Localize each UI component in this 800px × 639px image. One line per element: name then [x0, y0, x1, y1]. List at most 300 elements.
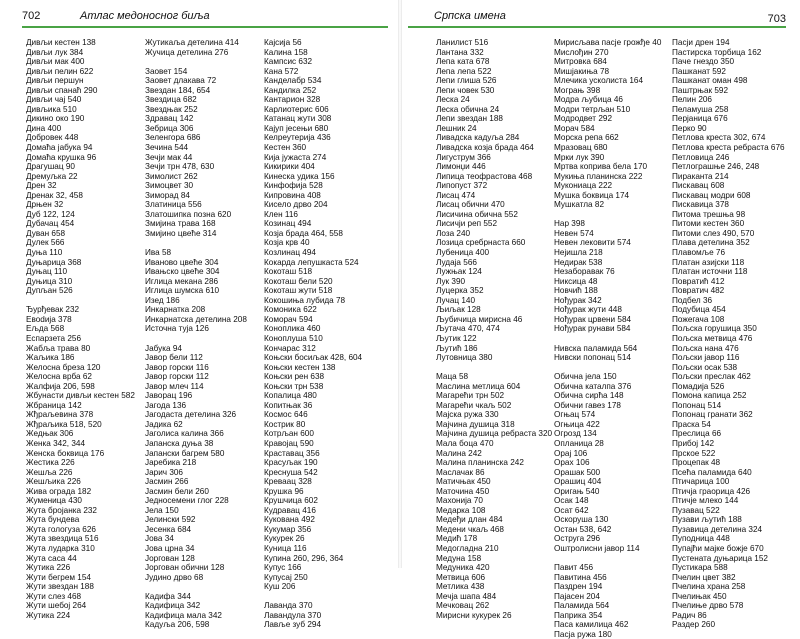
- index-entry: Медуна 158: [436, 553, 482, 563]
- index-entry: Огњица 422: [554, 419, 600, 429]
- index-entry: Кикирики 404: [264, 162, 315, 172]
- index-entry: Дивљи чај 540: [26, 95, 82, 105]
- index-entry: Орашак 500: [554, 467, 601, 477]
- index-entry: Звездњак 252: [145, 104, 198, 114]
- index-entry: Обична каталпа 376: [554, 381, 632, 391]
- index-entry: Инкарнатка 208: [145, 305, 206, 315]
- index-entry: Подбел 36: [672, 295, 713, 305]
- index-entry: Жути звездан 188: [26, 582, 94, 592]
- index-entry: Лисац 474: [436, 190, 476, 200]
- index-entry: Медарка 108: [436, 505, 486, 515]
- index-entry: Дуњац 110: [26, 267, 68, 277]
- index-entry: Ивањско цвеће 304: [145, 267, 220, 277]
- index-entry: Мирисљава пасје грожђе 40: [554, 38, 662, 47]
- index-entry: Јагодаста детелина 326: [145, 410, 237, 420]
- index-entry: Матичњак 450: [436, 477, 491, 487]
- index-entry: Звездица 682: [145, 95, 197, 105]
- index-entry: Перко 90: [672, 123, 707, 133]
- index-entry: Пасји дрен 194: [672, 38, 730, 47]
- index-entry: Пупајћи мајке божје 670: [672, 543, 764, 553]
- index-entry: Кравојац 590: [264, 438, 314, 448]
- index-entry: Клен 116: [264, 209, 298, 219]
- index-entry: Козинац 494: [264, 219, 312, 229]
- index-entry: Здравац 142: [145, 114, 194, 124]
- index-entry: Мукониаца 222: [554, 181, 613, 191]
- section-gap: [436, 363, 552, 373]
- index-entry: Кокошиња лубида 78: [264, 295, 346, 305]
- index-entry: Канделабр 534: [264, 76, 322, 86]
- index-entry: Коноплика 460: [264, 324, 321, 334]
- index-column: [436, 38, 552, 620]
- index-entry: Кајуп јесењи 680: [264, 123, 329, 133]
- index-entry: Леска обична 24: [436, 104, 500, 114]
- index-entry: Зиморад 84: [145, 190, 190, 200]
- index-entry: Евоdија 378: [26, 314, 72, 324]
- index-entry: Жутикаља детелина 414: [145, 38, 239, 47]
- index-entry: Кестен 360: [264, 143, 307, 153]
- index-entry: Помона капица 252: [672, 391, 747, 401]
- index-entry: Нејишла 218: [554, 248, 603, 258]
- index-entry: Липица теофрастова 468: [436, 171, 533, 181]
- index-entry: Јабука 94: [145, 343, 182, 353]
- index-entry: Пашканат 592: [672, 66, 726, 76]
- index-entry: Жутика 224: [26, 610, 71, 620]
- index-entry: Јаголиса калина 366: [145, 429, 224, 439]
- index-entry: Калина 158: [264, 47, 308, 57]
- index-entry: Подубица 454: [672, 305, 726, 315]
- index-entry: Процепак 48: [672, 458, 721, 468]
- index-entry: Драгушац 90: [26, 162, 75, 172]
- index-entry: Келрeутерија 436: [264, 133, 331, 143]
- index-entry: Дивљи мак 400: [26, 57, 85, 67]
- index-entry: Мислођин 270: [554, 47, 609, 57]
- index-entry: Митровка 684: [554, 57, 607, 67]
- index-entry: Пчелина храна 258: [672, 582, 746, 592]
- index-entry: Мирисни кукурек 26: [436, 610, 512, 620]
- index-entry: Кукована 492: [264, 515, 315, 525]
- index-entry: Комоника 622: [264, 305, 317, 315]
- index-entry: Коњски рен 638: [264, 372, 325, 382]
- index-entry: Медић 178: [436, 534, 478, 544]
- index-entry: Копалица 480: [264, 391, 317, 401]
- index-entry: Пискавац модри 608: [672, 190, 751, 200]
- index-entry: Ђурђевак 232: [26, 305, 80, 315]
- index-entry: Козлинац 494: [264, 248, 316, 258]
- index-entry: Јова црна 34: [145, 543, 195, 553]
- index-entry: Дивљи кестен 138: [26, 38, 96, 47]
- index-entry: Жута саса 44: [26, 553, 77, 563]
- index-entry: Копитњак 36: [264, 400, 313, 410]
- index-entry: Лепа ката 678: [436, 57, 490, 67]
- index-entry: Јоргован обични 128: [145, 563, 225, 573]
- index-entry: Катанац жути 308: [264, 114, 332, 124]
- index-entry: Заовет длакава 72: [145, 76, 217, 86]
- index-entry: Птичарица 100: [672, 477, 730, 487]
- index-entry: Дуван 658: [26, 228, 66, 238]
- index-entry: Кукумар 356: [264, 524, 312, 534]
- index-entry: Мишјакиња 78: [554, 66, 610, 76]
- index-entry: Пољски осак 538: [672, 362, 738, 372]
- index-entry: Оштролисни јавор 114: [554, 543, 640, 553]
- index-entry: Лужњак 124: [436, 267, 482, 277]
- index-entry: Пузави љутић 188: [672, 515, 742, 525]
- index-entry: Пираканта 214: [672, 171, 729, 181]
- index-entry: Пољски преслак 462: [672, 372, 751, 382]
- index-entry: Пузавац 522: [672, 505, 720, 515]
- section-gap: [145, 582, 247, 592]
- index-entry: Обична сирћа 148: [554, 391, 624, 401]
- index-entry: Јавор горски 112: [145, 372, 209, 382]
- index-entry: Малина планинска 242: [436, 458, 524, 468]
- index-entry: Праска 54: [672, 419, 711, 429]
- index-entry: Јаребика 218: [145, 458, 197, 468]
- index-entry: Жута гологуза 626: [26, 524, 96, 534]
- index-entry: Пузавица детелина 324: [672, 524, 763, 534]
- index-entry: Жбраница 142: [26, 400, 82, 410]
- index-entry: Дина 400: [26, 123, 62, 133]
- section-gap: [145, 334, 247, 344]
- index-entry: Купус 166: [264, 563, 302, 573]
- index-entry: Магарећи чкаљ 502: [436, 400, 512, 410]
- index-entry: Кокарда лепушкаста 524: [264, 257, 359, 267]
- index-entry: Љутача 470, 474: [436, 324, 500, 334]
- index-entry: Паздрен 194: [554, 582, 603, 592]
- running-title: Српска имена: [434, 10, 506, 22]
- index-entry: Лудаја 566: [436, 257, 477, 267]
- index-entry: Змијино цвеће 314: [145, 228, 217, 238]
- index-entry: Дивљи пелин 622: [26, 66, 94, 76]
- index-entry: Изед 186: [145, 295, 180, 305]
- index-entry: Домаћа јабука 94: [26, 143, 93, 153]
- index-column: [145, 38, 247, 630]
- index-entry: Желосна врба 62: [26, 372, 92, 382]
- index-entry: Пасја ружа 180: [554, 629, 612, 639]
- index-entry: Лубеница 400: [436, 248, 490, 258]
- index-entry: Махонија 70: [436, 496, 483, 506]
- index-entry: Попонац 514: [672, 400, 722, 410]
- index-entry: Кадифица 342: [145, 601, 201, 611]
- index-entry: Змијина трава 168: [145, 219, 216, 229]
- index-entry: Дремуљка 22: [26, 171, 78, 181]
- index-entry: Јагода 136: [145, 400, 187, 410]
- index-entry: Петлова креста 302, 674: [672, 133, 766, 143]
- index-entry: Орај 106: [554, 448, 588, 458]
- index-entry: Мечковац 262: [436, 601, 490, 611]
- index-entry: Јудино дрво 68: [145, 572, 204, 582]
- index-entry: Домаћа крушка 96: [26, 152, 97, 162]
- index-entry: Кипровина 408: [264, 190, 321, 200]
- index-entry: Лутовница 380: [436, 353, 493, 363]
- index-entry: Питоми слез 490, 570: [672, 228, 755, 238]
- index-entry: Мајчина душица 318: [436, 419, 515, 429]
- index-entry: Јова 34: [145, 534, 174, 544]
- index-entry: Кострик 80: [264, 419, 306, 429]
- index-entry: Ељда 568: [26, 324, 65, 334]
- index-entry: Нар 398: [554, 219, 585, 229]
- index-entry: Котрљан 600: [264, 429, 314, 439]
- index-entry: Кајсија 56: [264, 38, 302, 47]
- index-entry: Пеламуша 258: [672, 104, 729, 114]
- index-entry: Медени чкаљ 468: [436, 524, 504, 534]
- index-entry: Мукиња планинска 222: [554, 171, 643, 181]
- index-entry: Креваац 328: [264, 477, 312, 487]
- index-entry: Зеленгора 686: [145, 133, 201, 143]
- index-entry: Лисичина обична 552: [436, 209, 518, 219]
- index-entry: Жешља 226: [26, 467, 73, 477]
- index-column: [554, 38, 661, 639]
- index-entry: Кинфофија 528: [264, 181, 323, 191]
- index-entry: Дивљи спанаћ 290: [26, 85, 98, 95]
- index-entry: Жути слез 468: [26, 591, 82, 601]
- index-entry: Јадика 62: [145, 419, 183, 429]
- index-entry: Медуника 420: [436, 563, 490, 573]
- index-entry: Попонац гранати 362: [672, 410, 753, 420]
- index-entry: Зимолист 262: [145, 171, 198, 181]
- index-entry: Пуподница 448: [672, 534, 730, 544]
- index-entry: Лисац обични 470: [436, 200, 505, 210]
- index-entry: Љиљак 128: [436, 305, 481, 315]
- header-rule: [22, 26, 388, 28]
- index-entry: Јасмин 266: [145, 477, 189, 487]
- index-entry: Пискавица 378: [672, 200, 729, 210]
- index-entry: Лаванда 370: [264, 601, 313, 611]
- index-entry: Паприка 354: [554, 610, 603, 620]
- index-entry: Птичја грaорица 426: [672, 486, 751, 496]
- index-entry: Јавор млеч 114: [145, 381, 204, 391]
- index-entry: Кокоташ жути 518: [264, 286, 333, 296]
- section-gap: [145, 57, 247, 67]
- index-entry: Паче гнездо 350: [672, 57, 735, 67]
- index-entry: Кадуља 206, 598: [145, 620, 210, 630]
- index-entry: Лешник 24: [436, 123, 477, 133]
- index-entry: Јавор бели 112: [145, 353, 203, 363]
- index-entry: Жбунасти дивљи кестен 582: [26, 391, 135, 401]
- index-entry: Павит 456: [554, 563, 594, 573]
- index-entry: Нођурак црвени 584: [554, 314, 632, 324]
- index-entry: Маслина метлица 604: [436, 381, 521, 391]
- index-entry: Нивски попонац 514: [554, 353, 631, 363]
- index-entry: Козја брада 464, 558: [264, 228, 343, 238]
- index-entry: Дуња 110: [26, 248, 63, 258]
- index-entry: Лук 390: [436, 276, 466, 286]
- index-entry: Лавандула 370: [264, 610, 322, 620]
- index-entry: Паламида 564: [554, 601, 610, 611]
- index-entry: Малина 242: [436, 448, 482, 458]
- index-entry: Пустената дуњарица 152: [672, 553, 768, 563]
- index-entry: Пожегача 108: [672, 314, 725, 324]
- index-entry: Куница 116: [264, 543, 307, 553]
- index-entry: Осак 148: [554, 496, 589, 506]
- index-entry: Мала боца 470: [436, 438, 494, 448]
- index-entry: Остан 538, 642: [554, 524, 612, 534]
- index-entry: Жабља трава 80: [26, 343, 91, 353]
- index-entry: Јела 150: [145, 505, 179, 515]
- index-entry: Кончарaс 312: [264, 343, 316, 353]
- index-entry: Јоргован 128: [145, 553, 195, 563]
- index-entry: Осат 642: [554, 505, 589, 515]
- index-entry: Мушкатла 82: [554, 200, 604, 210]
- index-entry: Метвица 606: [436, 572, 486, 582]
- index-entry: Петлограшње 246, 248: [672, 162, 760, 172]
- index-entry: Једносемени глог 228: [145, 496, 229, 506]
- index-entry: Кампсис 632: [264, 57, 313, 67]
- index-entry: Јарич 306: [145, 467, 183, 477]
- index-entry: Краставац 356: [264, 448, 320, 458]
- index-entry: Маслачак 86: [436, 467, 485, 477]
- index-entry: Љутик 122: [436, 333, 477, 343]
- index-entry: Помадија 526: [672, 381, 725, 391]
- index-entry: Женка 342, 344: [26, 438, 85, 448]
- index-entry: Златиница 556: [145, 200, 202, 210]
- index-entry: Липопуст 372: [436, 181, 488, 191]
- index-entry: Леска 24: [436, 95, 470, 105]
- index-entry: Питоми кестен 360: [672, 219, 745, 229]
- index-entry: Дуњица 310: [26, 276, 73, 286]
- index-entry: Огрозд 134: [554, 429, 597, 439]
- index-entry: Жути бегрем 154: [26, 572, 91, 582]
- index-entry: Дулек 566: [26, 238, 65, 248]
- index-entry: Мртва коприва бела 170: [554, 162, 648, 172]
- index-entry: Морач 584: [554, 123, 595, 133]
- index-entry: Петлова креста ребраста 676: [672, 143, 785, 153]
- index-entry: Нођурак жути 448: [554, 305, 622, 315]
- index-entry: Ливадска козја брада 464: [436, 143, 534, 153]
- index-entry: Кокоташ 518: [264, 267, 313, 277]
- index-entry: Павитина 456: [554, 572, 607, 582]
- index-entry: Звездан 184, 654: [145, 85, 211, 95]
- index-entry: Јапанска дуња 38: [145, 438, 214, 448]
- index-entry: Преслица 66: [672, 429, 722, 439]
- index-entry: Мечја шапа 484: [436, 591, 497, 601]
- index-entry: Морска репа 662: [554, 133, 619, 143]
- index-entry: Жаљика 186: [26, 353, 75, 363]
- index-entry: Красуљак 190: [264, 458, 318, 468]
- index-entry: Ланилист 516: [436, 38, 489, 47]
- index-entry: Зечји мак 44: [145, 152, 193, 162]
- index-entry: Ива 58: [145, 248, 172, 258]
- index-entry: Јасмин бели 260: [145, 486, 209, 496]
- index-entry: Повратић 412: [672, 276, 725, 286]
- index-entry: Птичје млеко 144: [672, 496, 739, 506]
- index-entry: Огњац 574: [554, 410, 596, 420]
- index-entry: Модри тетрљан 510: [554, 104, 631, 114]
- index-entry: Креснуша 542: [264, 467, 318, 477]
- index-entry: Крушка 96: [264, 486, 304, 496]
- index-entry: Орах 106: [554, 458, 590, 468]
- index-entry: Жучица детелина 276: [145, 47, 229, 57]
- index-entry: Невен лековити 574: [554, 238, 631, 248]
- index-entry: Оплaница 28: [554, 438, 604, 448]
- index-column: [264, 38, 362, 630]
- index-entry: Лучац 140: [436, 295, 476, 305]
- index-entry: Паштрњак 592: [672, 85, 729, 95]
- index-entry: Зебрица 306: [145, 123, 194, 133]
- index-entry: Модра љубица 46: [554, 95, 623, 105]
- index-entry: Лепи глиша 526: [436, 76, 497, 86]
- index-entry: Купусаj 250: [264, 572, 308, 582]
- index-entry: Пољска горушица 350: [672, 324, 757, 334]
- index-entry: Ливадска кадуља 284: [436, 133, 520, 143]
- index-entry: Платан азијски 118: [672, 257, 745, 267]
- index-entry: Плава детелина 352: [672, 238, 750, 248]
- index-entry: Кисело дрво 204: [264, 200, 328, 210]
- index-entry: Платан источни 118: [672, 267, 748, 277]
- index-entry: Пчелиње дрво 578: [672, 601, 744, 611]
- index-entry: Никсица 48: [554, 276, 598, 286]
- index-entry: Инкарнатска детелина 208: [145, 314, 247, 324]
- section-gap: [554, 334, 661, 344]
- index-entry: Иваново цвеће 304: [145, 257, 219, 267]
- index-entry: Повратич 482: [672, 286, 725, 296]
- index-entry: Пустикара 588: [672, 563, 728, 573]
- index-entry: Пољска метвица 476: [672, 333, 753, 343]
- index-entry: Метлика 438: [436, 582, 485, 592]
- index-entry: Јесенка 684: [145, 524, 192, 534]
- index-entry: Мајска ружа 330: [436, 410, 499, 420]
- index-entry: Лавље зуб 294: [264, 620, 321, 630]
- index-entry: Карлиотерис 606: [264, 104, 329, 114]
- index-entry: Љубичица мирисна 46: [436, 314, 523, 324]
- index-entry: Пелин 206: [672, 95, 712, 105]
- index-entry: Зечина 544: [145, 143, 189, 153]
- index-entry: Еспарзета 256: [26, 333, 82, 343]
- index-entry: Кантарион 328: [264, 95, 321, 105]
- index-entry: Петловица 246: [672, 152, 730, 162]
- index-entry: Мушка боквица 174: [554, 190, 630, 200]
- index-entry: Јелински 592: [145, 515, 196, 525]
- index-entry: Питома трешња 98: [672, 209, 746, 219]
- section-gap: [554, 363, 661, 373]
- index-column: [26, 38, 135, 620]
- index-entry: Мограњ 398: [554, 85, 601, 95]
- index-entry: Дуњарица 368: [26, 257, 82, 267]
- index-entry: Млечика усколиста 164: [554, 76, 644, 86]
- index-entry: Кукурек 26: [264, 534, 305, 544]
- index-entry: Радич 86: [672, 610, 707, 620]
- index-entry: Дивљи першун: [26, 76, 84, 86]
- index-entry: Мрки лук 390: [554, 152, 605, 162]
- index-entry: Дивљи лук 384: [26, 47, 84, 57]
- index-entry: Заовет 154: [145, 66, 188, 76]
- index-entry: Крушчица 602: [264, 496, 318, 506]
- index-entry: Оригањ 540: [554, 486, 600, 496]
- index-entry: Раздер 260: [672, 620, 716, 630]
- index-entry: Јаворац 196: [145, 391, 193, 401]
- index-entry: Пајасен 204: [554, 591, 600, 601]
- index-entry: Кадифица мала 342: [145, 610, 222, 620]
- index-entry: Источна туја 126: [145, 324, 209, 334]
- index-entry: Луцерка 352: [436, 286, 484, 296]
- page-number: 702: [22, 10, 41, 22]
- index-entry: Лоза 240: [436, 228, 471, 238]
- index-column: [672, 38, 785, 630]
- index-entry: Зимоцвет 30: [145, 181, 194, 191]
- index-entry: Јапански багрем 580: [145, 448, 225, 458]
- index-entry: Коморач 594: [264, 314, 313, 324]
- index-entry: Куш 206: [264, 582, 296, 592]
- index-entry: Обични гавез 178: [554, 400, 621, 410]
- running-title: Атлас медоносног биља: [80, 10, 210, 22]
- index-entry: Златошипка позна 620: [145, 209, 232, 219]
- index-entry: Невен 574: [554, 228, 594, 238]
- index-entry: Мразовац 680: [554, 143, 608, 153]
- index-entry: Кадифа 344: [145, 591, 191, 601]
- index-entry: Дрњен 32: [26, 200, 64, 210]
- index-entry: Жђраљика 518, 520: [26, 419, 102, 429]
- page-header: [408, 10, 786, 26]
- index-entry: Кандилка 252: [264, 85, 317, 95]
- header-rule: [408, 26, 786, 28]
